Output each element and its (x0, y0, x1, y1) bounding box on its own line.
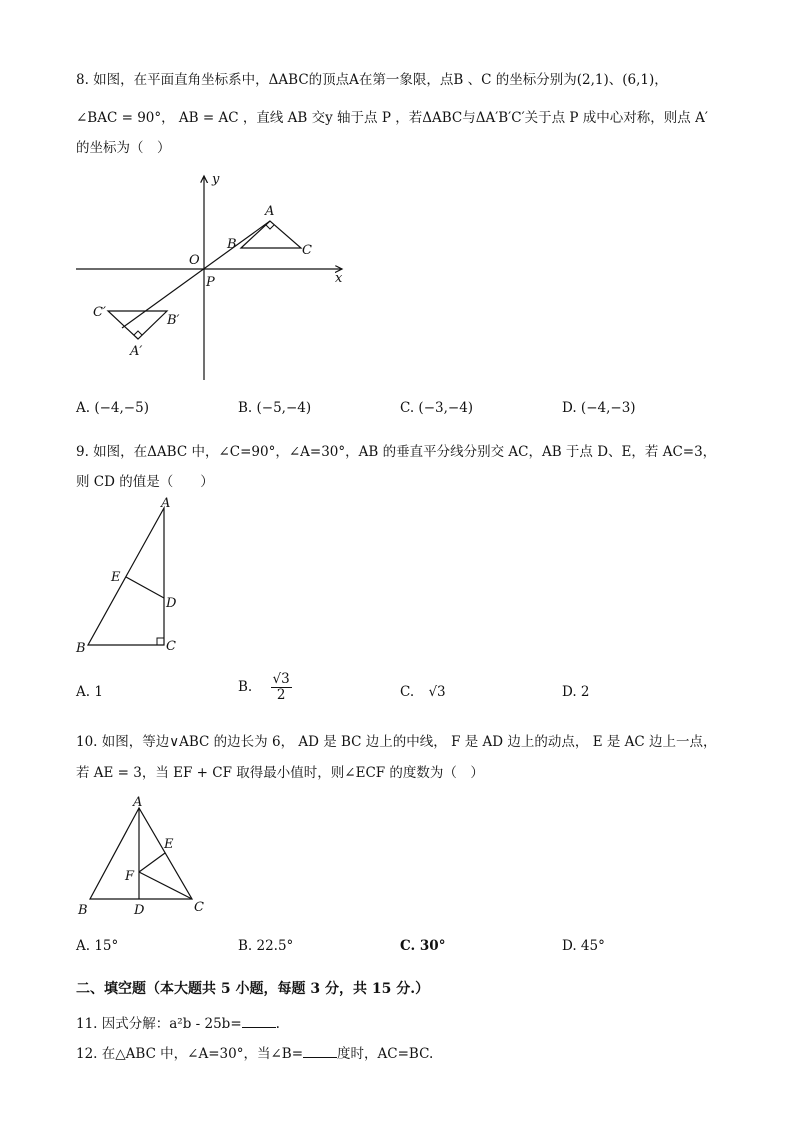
q10-option-a[interactable]: A. 15° (76, 938, 119, 954)
label-b: B (227, 237, 237, 252)
label-b1: B′ (167, 313, 180, 328)
perpendicular-bisector-de (126, 577, 164, 598)
label-o: O (189, 253, 200, 268)
label-d: D (166, 596, 177, 611)
equilateral-triangle-abc (90, 808, 192, 899)
label-a: A (265, 204, 275, 219)
label-c1: C′ (93, 305, 106, 320)
triangle-abc (241, 221, 301, 248)
q9-option-c-prefix: C. (400, 684, 415, 700)
q11-suffix: . (275, 1016, 280, 1032)
q9-text-line1: 9. 如图，在ΔABC 中，∠C=90°，∠A=30°，AB 的垂直平分线分别交 AC，AB 于点 D、E，若 AC=3， (76, 444, 717, 460)
label-b: B (78, 903, 88, 918)
label-c: C (194, 900, 204, 915)
label-c: C (302, 243, 312, 258)
label-a1: A′ (130, 344, 143, 359)
right-angle-mark-a1 (134, 331, 142, 335)
q9-figure (70, 494, 200, 662)
label-d: D (134, 903, 145, 918)
label-a: A (133, 795, 143, 810)
q9-option-c[interactable] (400, 684, 446, 700)
q8-option-a[interactable]: A. (−4,−5) (76, 400, 149, 416)
q8-option-b[interactable]: B. (−5,−4) (238, 400, 312, 416)
q9-text-line2: 则 CD 的值是（ ） (76, 474, 214, 490)
triangle-abc (88, 508, 164, 645)
q11 (76, 1012, 280, 1032)
label-a: A (161, 496, 171, 511)
q8-figure (70, 168, 360, 388)
q11-answer-blank[interactable] (242, 1015, 276, 1028)
label-e: E (111, 570, 121, 585)
q9-option-d[interactable]: D. 2 (562, 684, 590, 700)
q10-option-c[interactable]: C. 30° (400, 938, 446, 954)
right-angle-mark-c (157, 638, 164, 645)
q9-option-a[interactable]: A. 1 (76, 684, 103, 700)
q12-text: 12. 在△ABC 中，∠A=30°，当∠B= (76, 1046, 304, 1062)
q10-text-line2: 若 AE = 3，当 EF + CF 取得最小值时，则∠ECF 的度数为（ ） (76, 765, 484, 781)
label-p: P (206, 275, 215, 290)
q9-option-b-prefix: B. (238, 678, 253, 695)
q9-option-b-numerator: √3 (272, 671, 290, 687)
section-fill-in-title: 二、填空题（本大题共 5 小题，每题 3 分，共 15 分.） (76, 981, 430, 997)
q8-text-line3: 的坐标为（ ） (76, 140, 171, 156)
label-e: E (164, 837, 174, 852)
q8-text-line2: ∠BAC = 90°， AB = AC ，直线 AB 交y 轴于点 P ，若ΔABC与ΔA′B′C′关于点 P 成中心对称，则点 A′ (76, 110, 708, 126)
q12 (76, 1042, 433, 1062)
q10-option-b[interactable]: B. 22.5° (238, 938, 294, 954)
q9-option-b[interactable] (238, 672, 292, 703)
q8-option-c[interactable]: C. (−3,−4) (400, 400, 474, 416)
right-angle-mark-a (266, 225, 274, 229)
q8-text-line1: 8. 如图，在平面直角坐标系中，ΔABC的顶点A在第一象限，点B 、C 的坐标分别为(2,1)、(6,1)， (76, 72, 668, 88)
label-x: x (335, 271, 343, 286)
triangle-a1b1c1 (108, 311, 167, 339)
label-f: F (125, 869, 135, 884)
q10-text-line1: 10. 如图，等边∨ABC 的边长为 6， AD 是 BC 边上的中线， F 是 AD 边上的动点， E 是 AC 边上一点， (76, 734, 717, 750)
q9-option-b-fraction (271, 672, 292, 703)
q12-answer-blank[interactable] (303, 1045, 337, 1058)
q9-option-c-value: √3 (428, 684, 446, 700)
q10-option-d[interactable]: D. 45° (562, 938, 605, 954)
q8-option-d[interactable]: D. (−4,−3) (562, 400, 636, 416)
segment-ef (139, 853, 165, 872)
q11-text: 11. 因式分解：a²b - 25b= (76, 1016, 242, 1032)
line-ab-extended (122, 221, 270, 328)
label-y: y (212, 172, 220, 187)
label-c: C (166, 639, 176, 654)
q12-suffix: 度时，AC=BC. (337, 1046, 434, 1062)
q10-figure (70, 792, 215, 922)
q9-option-b-denominator: 2 (276, 686, 286, 703)
label-b: B (76, 641, 86, 656)
